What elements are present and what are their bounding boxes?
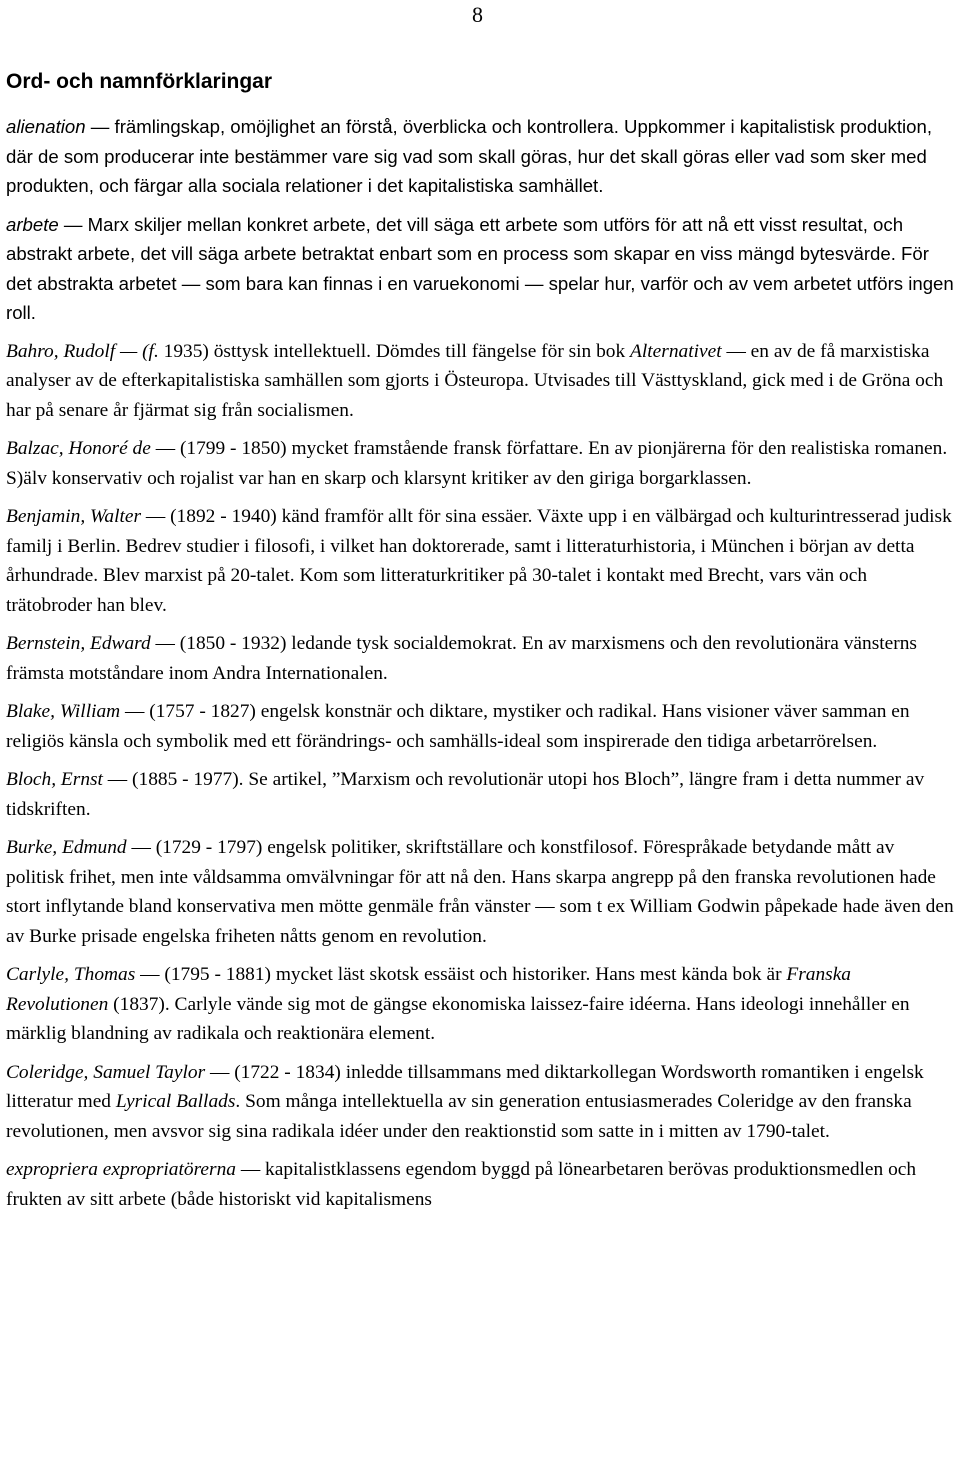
- glossary-entry: [6, 833, 956, 951]
- entry-body: — främlingskap, omöjlighet an förstå, överblicka och kontrollera. Uppkommer i kapitalistisk produktion, där de som producerar inte bestämmer vare sig vad som skall göras, hur det skall göras eller vad som sker med produkten, och färgar alla sociala relationer i det kapitalistiska samhället.: [6, 116, 932, 196]
- entry-italic-title: Franska Revolutionen: [6, 964, 852, 1015]
- glossary-entry: [6, 1155, 956, 1214]
- entry-term: arbete: [6, 213, 59, 235]
- entry-term: Blake, William: [6, 701, 121, 722]
- page-heading: Ord- och namnförklaringar: [6, 70, 273, 93]
- entry-body: — (1729 - 1797) engelsk politiker, skriftställare och konstfilosof. Förespråkade betydande mått av politisk frihet, men inte våldsamma omvälvningar för att nå den. Hans skarpa angrepp på den franska revolutionen hade stort inflytande bland konservativa men mötte genmäle från vänster — som t ex William Godwin påpekade hade även den av Burke prisade engelska friheten nåtts genom en revolution.: [6, 837, 954, 947]
- entry-term: Bernstein, Edward: [6, 633, 151, 654]
- entry-body: 1935) östtysk intellektuell. Dömdes till fängelse för sin bok: [158, 340, 631, 362]
- glossary-entry: [6, 502, 956, 620]
- entry-italic-title: Lyrical Ballads: [115, 1091, 236, 1112]
- entry-body: — (1757 - 1827) engelsk konstnär och diktare, mystiker och radikal. Hans visioner väver samman en religiös känsla och symbolik med ett förändrings- och samhälls-ideal som inspirerade den tidiga arbetarrörelsen.: [6, 701, 910, 752]
- entry-body: — Marx skiljer mellan konkret arbete, det vill säga ett arbete som utförs för att nå ett visst resultat, och abstrakt arbete, det vill säga arbete betraktat enbart som en process som skapar en viss mängd bytesvärde. För det abstrakta arbetet — som bara kan finnas i en varuekonomi — spelar hur, varför och av vem arbetet utförs ingen roll.: [6, 213, 954, 323]
- entry-body: — kapitalistklassens egendom byggd på lönearbetaren berövas produktionsmedlen och frukten av sitt arbete (både historiskt vid kapitalismens: [6, 1159, 917, 1210]
- entry-body: — (1795 - 1881) mycket läst skotsk essäist och historiker. Hans mest kända bok är: [135, 964, 787, 985]
- glossary-entry: [6, 629, 956, 688]
- glossary-entry: [6, 210, 956, 328]
- entry-term: Benjamin, Walter: [6, 506, 142, 527]
- entry-body: — (1799 - 1850) mycket framstående fransk författare. En av pionjärerna för den realistiska romanen. S)älv konservativ och rojalist var han en skarp och klarsynt kritiker av den giriga borgarklassen.: [6, 438, 948, 489]
- entry-italic-title: Alternativet: [630, 340, 722, 362]
- glossary-entry: [6, 697, 956, 756]
- glossary-entry: [6, 337, 956, 426]
- glossary-entry: [6, 765, 956, 824]
- entry-term: expropriera expropriatörerna: [6, 1159, 236, 1180]
- entry-body-continued: — en av de få marxistiska analyser av de efterkapitalistiska samhällen som gjorts i Östeuropa. Utvisades till Västtyskland, gick med i de Gröna och har på senare år fjärmat sig från socialismen.: [6, 340, 944, 421]
- entry-body: — (1850 - 1932) ledande tysk socialdemokrat. En av marxismens och den revolutionära vänsterns främsta motståndare inom Andra Internationalen.: [6, 633, 917, 684]
- entry-term: Bahro, Rudolf — (f.: [6, 340, 159, 362]
- entry-body: — (1885 - 1977). Se artikel, ”Marxism och revolutionär utopi hos Bloch”, längre fram i detta nummer av tidskriften.: [6, 769, 925, 820]
- entry-term: Burke, Edmund: [6, 837, 127, 858]
- glossary-entries: [6, 112, 956, 1223]
- entry-body: — (1722 - 1834) inledde tillsammans med diktarkollegan Wordsworth romantiken i engelsk litteratur med: [6, 1061, 924, 1112]
- entry-body: — (1892 - 1940) känd framför allt för sina essäer. Växte upp i en välbärgad och kulturintresserad judisk familj i Berlin. Bedrev studier i filosofi, i vilket han doktorerade, samt i litteraturhistoria, i München i början av detta århundrade. Blev marxist på 20-talet. Kom som litteraturkritiker på 30-talet i kontakt med Brecht, vars vän och trätobroder han blev.: [6, 506, 952, 616]
- entry-term: Carlyle, Thomas: [6, 964, 136, 985]
- entry-term: Bloch, Ernst: [6, 769, 103, 790]
- glossary-entry: [6, 960, 956, 1049]
- entry-term: alienation: [6, 116, 86, 137]
- glossary-entry: [6, 1058, 956, 1147]
- entry-term: Balzac, Honoré de: [6, 438, 151, 459]
- entry-body-continued: . Som många intellektuella av sin generation entusiasmerades Coleridge av den franska revolutionen, men avsvor sig sina radikala idéer under den reaktionstid som satte in i mitten av 1790-talet.: [6, 1091, 912, 1142]
- glossary-entry: [6, 112, 956, 201]
- entry-body-continued: (1837). Carlyle vände sig mot de gängse ekonomiska laissez-faire idéerna. Hans ideologi innehåller en märklig blandning av radikala och reaktionära element.: [6, 993, 910, 1044]
- page-number: 8: [472, 2, 483, 27]
- entry-term: Coleridge, Samuel Taylor: [6, 1061, 206, 1083]
- glossary-entry: [6, 434, 956, 493]
